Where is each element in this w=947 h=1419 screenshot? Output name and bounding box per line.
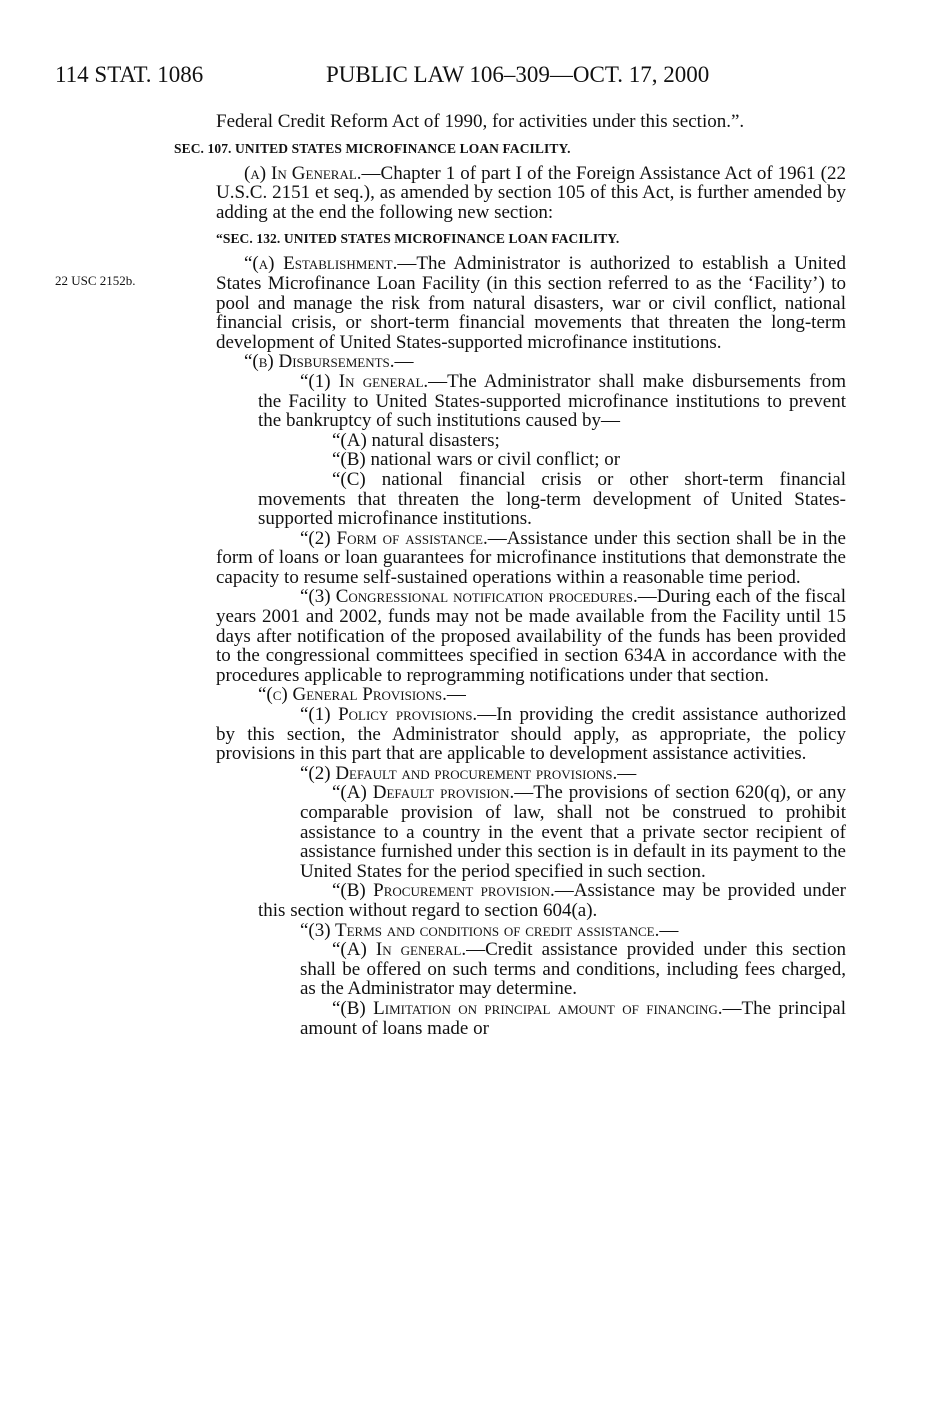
body-text — [174, 111, 847, 1039]
c2a-heading: “(A) Default provision. — [332, 782, 515, 804]
paragraph-c3a — [216, 940, 846, 999]
c3b-text: —The principal amount of loans made or — [300, 997, 846, 1039]
general-provisions-heading: “(c) General Provisions.— — [258, 684, 466, 706]
paragraph-establishment — [216, 254, 846, 352]
b1-heading: “(1) In general. — [300, 370, 429, 392]
c3b-heading: “(B) Limitation on principal amount of financing. — [332, 997, 723, 1019]
section-107-heading: SEC. 107. UNITED STATES MICROFINANCE LOAN FACILITY. — [174, 140, 571, 156]
b2-heading: “(2) Form of assistance. — [300, 527, 488, 549]
b3-heading: “(3) Congressional notification procedures. — [300, 586, 638, 608]
item-b-c: “(C) national financial crisis or other short-term financial movements that threaten the long-term development of United States-supported microfinance institutions. — [258, 468, 846, 530]
paragraph-c2b — [216, 881, 846, 920]
paragraph-c2a — [216, 783, 846, 881]
subsection-a — [216, 164, 846, 223]
paragraph-b2 — [216, 529, 846, 588]
paragraph-b1 — [216, 372, 846, 431]
c3-heading: “(3) Terms and conditions of credit assistance.— — [300, 919, 679, 941]
c2-heading: “(2) Default and procurement provisions.— — [300, 762, 637, 784]
c1-heading: “(1) Policy provisions. — [300, 704, 478, 726]
running-header: PUBLIC LAW 106–309—OCT. 17, 2000 — [326, 62, 710, 87]
establishment-text: —The Administrator is authorized to establish a United States Microfinance Loan Facility (in this section referred to as the ‘Facility’) to pool and manage the risk from natural disasters, war or civil conflict, national financial crisis, or short-term financial movements that threaten the long-term development of United States-supported microfinance institutions. — [216, 253, 846, 353]
subsection-a-text: —Chapter 1 of part I of the Foreign Assistance Act of 1961 (22 U.S.C. 2151 et seq.), as amended by section 105 of this Act, is further amended by adding at the end the following new section: — [216, 162, 847, 223]
paragraph-continuation: Federal Credit Reform Act of 1990, for activities under this section.”. — [216, 111, 745, 132]
c3a-text: —Credit assistance provided under this section shall be offered on such terms and conditions, including fees charged, as the Administrator may determine. — [300, 939, 846, 1000]
paragraph-c3b — [216, 999, 846, 1038]
b1-text: —The Administrator shall make disbursements from the Facility to United States-supported microfinance institutions to prevent the bankruptcy of such institutions caused by— — [258, 370, 847, 432]
section-132-heading: “SEC. 132. UNITED STATES MICROFINANCE LOAN FACILITY. — [216, 231, 620, 247]
paragraph-b3 — [216, 587, 846, 685]
c2b-heading: “(B) Procurement provision. — [332, 880, 555, 902]
stat-citation: 114 STAT. 1086 — [55, 62, 204, 87]
c2b-text: —Assistance may be provided under this section without regard to section 604(a). — [258, 880, 846, 921]
establishment-heading: “(a) Establishment. — [244, 253, 398, 275]
item-b-a: “(A) natural disasters; — [332, 429, 500, 451]
paragraph-c1 — [216, 705, 846, 764]
c2a-text: —The provisions of section 620(q), or any comparable provision of law, shall not be construed to prohibit assistance to a country in the event that a private sector recipient of assistance furnished under this section is in default in its payment to the United States for the period specified in such section. — [300, 782, 846, 882]
item-b-b: “(B) national wars or civil conflict; or — [332, 449, 621, 471]
c1-text: —In providing the credit assistance authorized by this section, the Administrator should apply, as appropriate, the policy provisions in this part that are applicable to development assistance activities. — [216, 704, 846, 765]
c3a-heading: “(A) In general. — [332, 939, 467, 961]
disbursements-heading: “(b) Disbursements.— — [244, 351, 414, 373]
b3-text: —During each of the fiscal years 2001 and 2002, funds may not be made available from the Facility until 15 days after notification of the proposed availability of the funds has been provided to the congressional committees specified in section 634A in accordance with the procedures applicable to reprogramming notifications under that section. — [216, 586, 846, 686]
subsection-a-heading: (a) In General. — [244, 162, 362, 184]
b2-text: —Assistance under this section shall be in the form of loans or loan guarantees for microfinance institutions that demonstrate the capacity to resume self-sustained operations within a reasonable time period. — [216, 527, 846, 588]
margin-note: 22 USC 2152b. — [55, 273, 136, 288]
